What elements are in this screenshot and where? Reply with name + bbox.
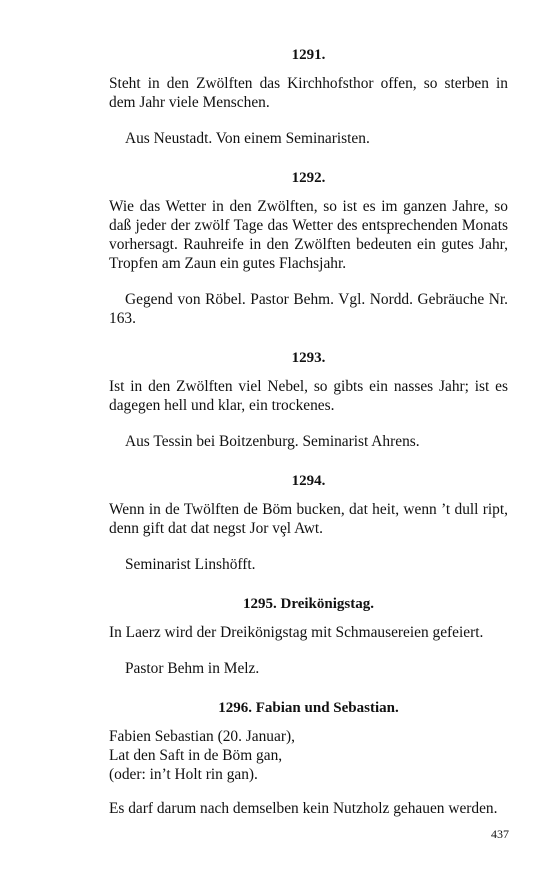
entry-source: Seminarist Linshöfft. bbox=[125, 556, 256, 573]
entry-source: Aus Neustadt. Von einem Seminaristen. bbox=[125, 130, 370, 147]
entry-1294 bbox=[109, 472, 508, 574]
entry-source: Pastor Behm in Melz. bbox=[125, 660, 260, 677]
page-number: 437 bbox=[491, 827, 509, 841]
entry-text: Es darf darum nach demselben kein Nutzholz gehauen werden. bbox=[109, 800, 498, 817]
entry-text: Wie das Wetter in den Zwölften, so ist es im ganzen Jahre, so daß jeder der zwölf Tage das Wetter des entsprechenden Monats vorhersagt. Rauhreife in den Zwölften bedeuten ein gutes Jahr, Tropfen am Zaun ein gutes Flachsjahr. bbox=[109, 198, 508, 272]
entry-heading: 1291. bbox=[291, 47, 326, 63]
verse-line: (oder: in’t Holt rin gan). bbox=[109, 766, 258, 783]
entry-1293 bbox=[109, 349, 508, 451]
verse-line: Lat den Saft in de Böm gan, bbox=[109, 747, 283, 764]
entry-heading: 1292. bbox=[291, 170, 326, 186]
verse-line: Fabien Sebastian (20. Januar), bbox=[109, 728, 295, 745]
verse-block bbox=[109, 727, 508, 784]
entry-1295 bbox=[109, 595, 508, 678]
entry-source: Gegend von Röbel. Pastor Behm. Vgl. Nordd. Gebräuche Nr. 163. bbox=[109, 291, 508, 327]
entry-heading: 1293. bbox=[291, 350, 326, 366]
entry-source: Aus Tessin bei Boitzenburg. Seminarist Ahrens. bbox=[125, 433, 420, 450]
entry-1292 bbox=[109, 169, 508, 328]
entry-text: Ist in den Zwölften viel Nebel, so gibts ein nasses Jahr; ist es dagegen hell und klar, ein trockenes. bbox=[109, 378, 508, 414]
entry-text: In Laerz wird der Dreikönigstag mit Schmausereien gefeiert. bbox=[109, 624, 484, 641]
entry-1291 bbox=[109, 46, 508, 148]
page-body bbox=[109, 46, 508, 835]
entry-text: Steht in den Zwölften das Kirchhofsthor offen, so sterben in dem Jahr viele Menschen. bbox=[109, 75, 508, 111]
entry-heading: 1295. Dreikönigstag. bbox=[243, 596, 374, 612]
entry-heading: 1294. bbox=[291, 473, 326, 489]
entry-1296 bbox=[109, 699, 508, 818]
entry-heading: 1296. Fabian und Sebastian. bbox=[218, 700, 399, 716]
entry-text: Wenn in de Twölften de Böm bucken, dat heit, wenn ’t dull ript, denn gift dat dat negst Jor vȩl Awt. bbox=[109, 501, 508, 537]
